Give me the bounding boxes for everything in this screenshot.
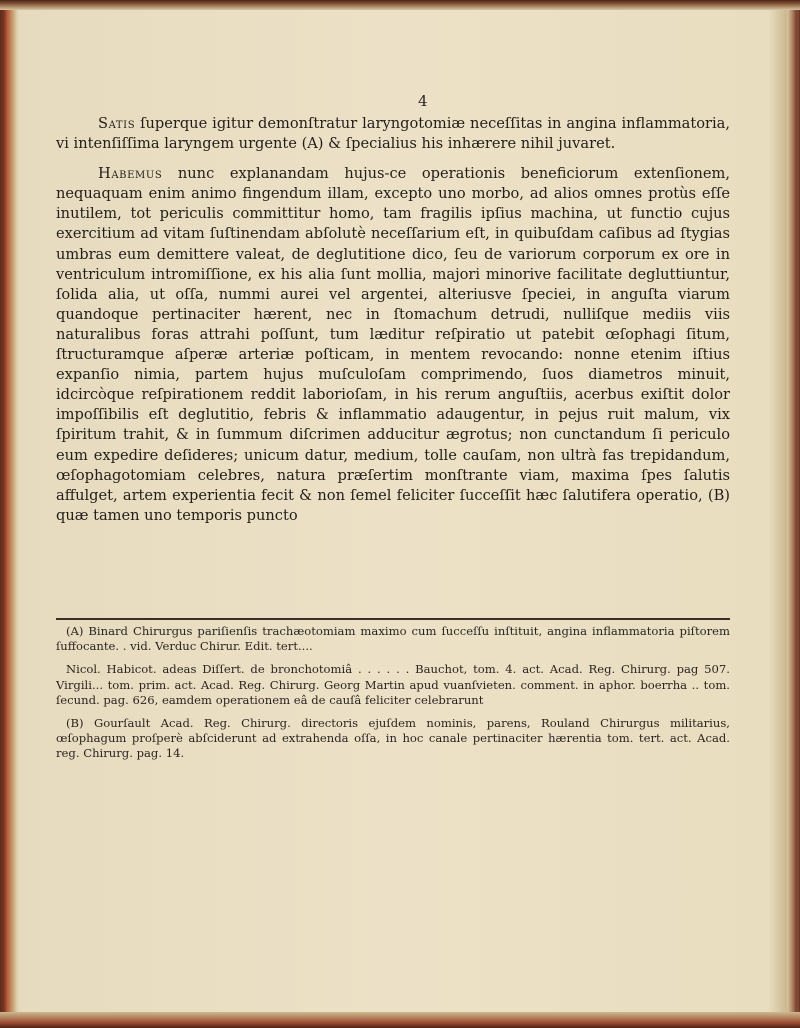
binding-left-edge bbox=[3, 10, 17, 1012]
paragraph-1-text: ſuperque igitur demonſtratur laryngotomiæ neceſſitas in angina inflammatoria, vi intenſiſſima laryngem urgente (A) & ſpecialius his inhærere nihil juvaret. bbox=[56, 115, 730, 153]
main-text bbox=[56, 114, 730, 526]
paragraph-1-lead-word: Satis bbox=[98, 115, 136, 132]
binding-right-edge bbox=[787, 10, 797, 1012]
page-bottom-edge bbox=[0, 1012, 800, 1028]
paragraph-1 bbox=[56, 114, 730, 154]
paragraph-2 bbox=[56, 164, 730, 526]
footnote-a-continued: Nicol. Habicot. adeas Diſſert. de bronchotomiâ . . . . . . Bauchot, tom. 4. act. Acad. Reg. Chirurg. pag 507. Virgili... tom. prim. act. Acad. Reg. Chirurg. Georg Martin apud vuanſvieten. comment. in aphor. boerrha .. tom. ſecund. pag. 626, eamdem operationem eâ de cauſâ feliciter celebrarunt bbox=[56, 662, 730, 707]
footnote-a: (A) Binard Chirurgus pariſienſis trachæotomiam maximo cum ſucceſſu inſtituit, angina inflammatoria piſtorem ſuffocante. . vid. Verduc Chirur. Edit. tert.... bbox=[56, 624, 730, 654]
paragraph-2-text: nunc explanandam hujus-ce operationis beneficiorum extenſionem, nequaquam enim animo fingendum illam, excepto uno morbo, ad alios omnes protùs eſſe inutilem, tot periculis committitur homo, tam fragilis ipſius machina, ut functio cujus exercitium ad vitam ſuſtinendam abſolutè neceſſarium eſt, in quibuſdam caſibus ad ſtygias umbras eum demittere valeat, de deglutitione dico, ſeu de variorum corporum ex ore in ventriculum intromiſſione, ex his alia ſunt mollia, majori minorive facilitate degluttiuntur, ſolida alia, ut oſſa, nummi aurei vel argentei, alteriusve ſpeciei, in anguſta viarum quandoque pertinaciter hærent, nec in ſtomachum detrudi, nulliſque mediis viis naturalibus foras attrahi poſſunt, tum læditur reſpiratio ut patebit œſophagi ſitum, ſtructuramque aſperæ arteriæ poſticam, in mentem revocando: nonne etenim iſtius expanſio nimia, partem hujus muſculoſam comprimendo, ſuos diametros minuit, idcircòque reſpirationem reddit laborioſam, in his rerum anguſtiis, acerbus exiſtit dolor impoſſibilis eſt deglutitio, febris & inflammatio adaugentur, in pejus ruit malum, vix ſpiritum trahit, & in ſummum diſcrimen adducitur ægrotus; non cunctandum ſi periculo eum expedire deſideres; unicum datur, medium, tolle cauſam, non ultrà fas trepidandum, œſophagotomiam celebres, natura præſertim monſtrante viam, maxima ſpes ſalutis affulget, artem experientia fecit & non ſemel feliciter ſucceſſit hæc ſalutifera operatio, (B) quæ tamen uno temporis puncto bbox=[56, 165, 730, 524]
footnotes bbox=[56, 624, 730, 770]
footnote-divider bbox=[56, 618, 730, 620]
page-number: 4 bbox=[418, 92, 428, 110]
paragraph-2-lead-word: Habemus bbox=[98, 165, 163, 183]
footnote-b: (B) Gourſault Acad. Reg. Chirurg. directoris ejuſdem nominis, parens, Rouland Chirurgus militarius, œſophagum proſperè abſciderunt ad extrahenda oſſa, in hoc canale pertinaciter hærentia tom. tert. act. Acad. reg. Chirurg. pag. 14. bbox=[56, 716, 730, 761]
page-top-edge bbox=[0, 0, 800, 10]
